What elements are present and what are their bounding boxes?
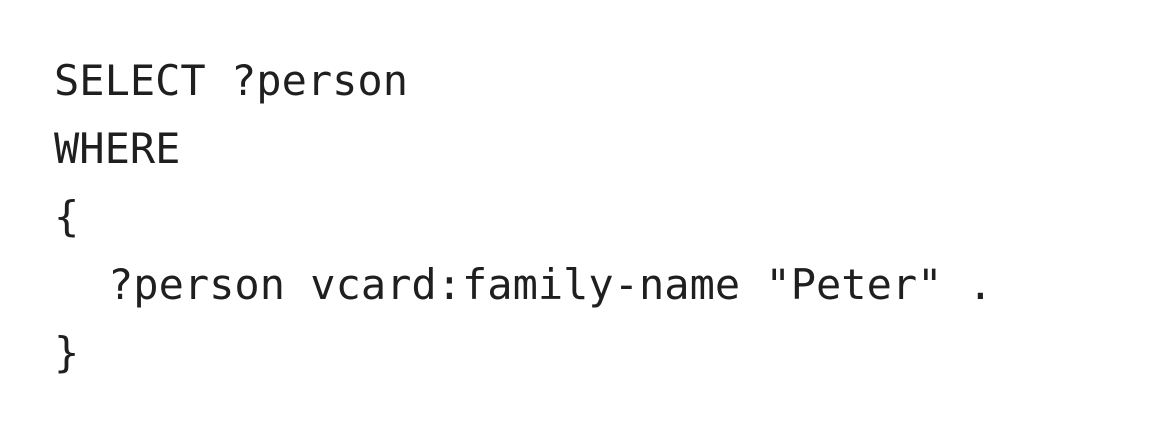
- sparql-query-code-block: [54, 47, 993, 387]
- code-line-where: WHERE: [54, 124, 181, 173]
- code-line-triple-pattern: ?person vcard:family-name "Peter" .: [108, 260, 994, 309]
- code-line-select: SELECT ?person: [54, 56, 409, 105]
- code-line-close-brace: }: [54, 328, 80, 377]
- code-line-open-brace: {: [54, 192, 80, 241]
